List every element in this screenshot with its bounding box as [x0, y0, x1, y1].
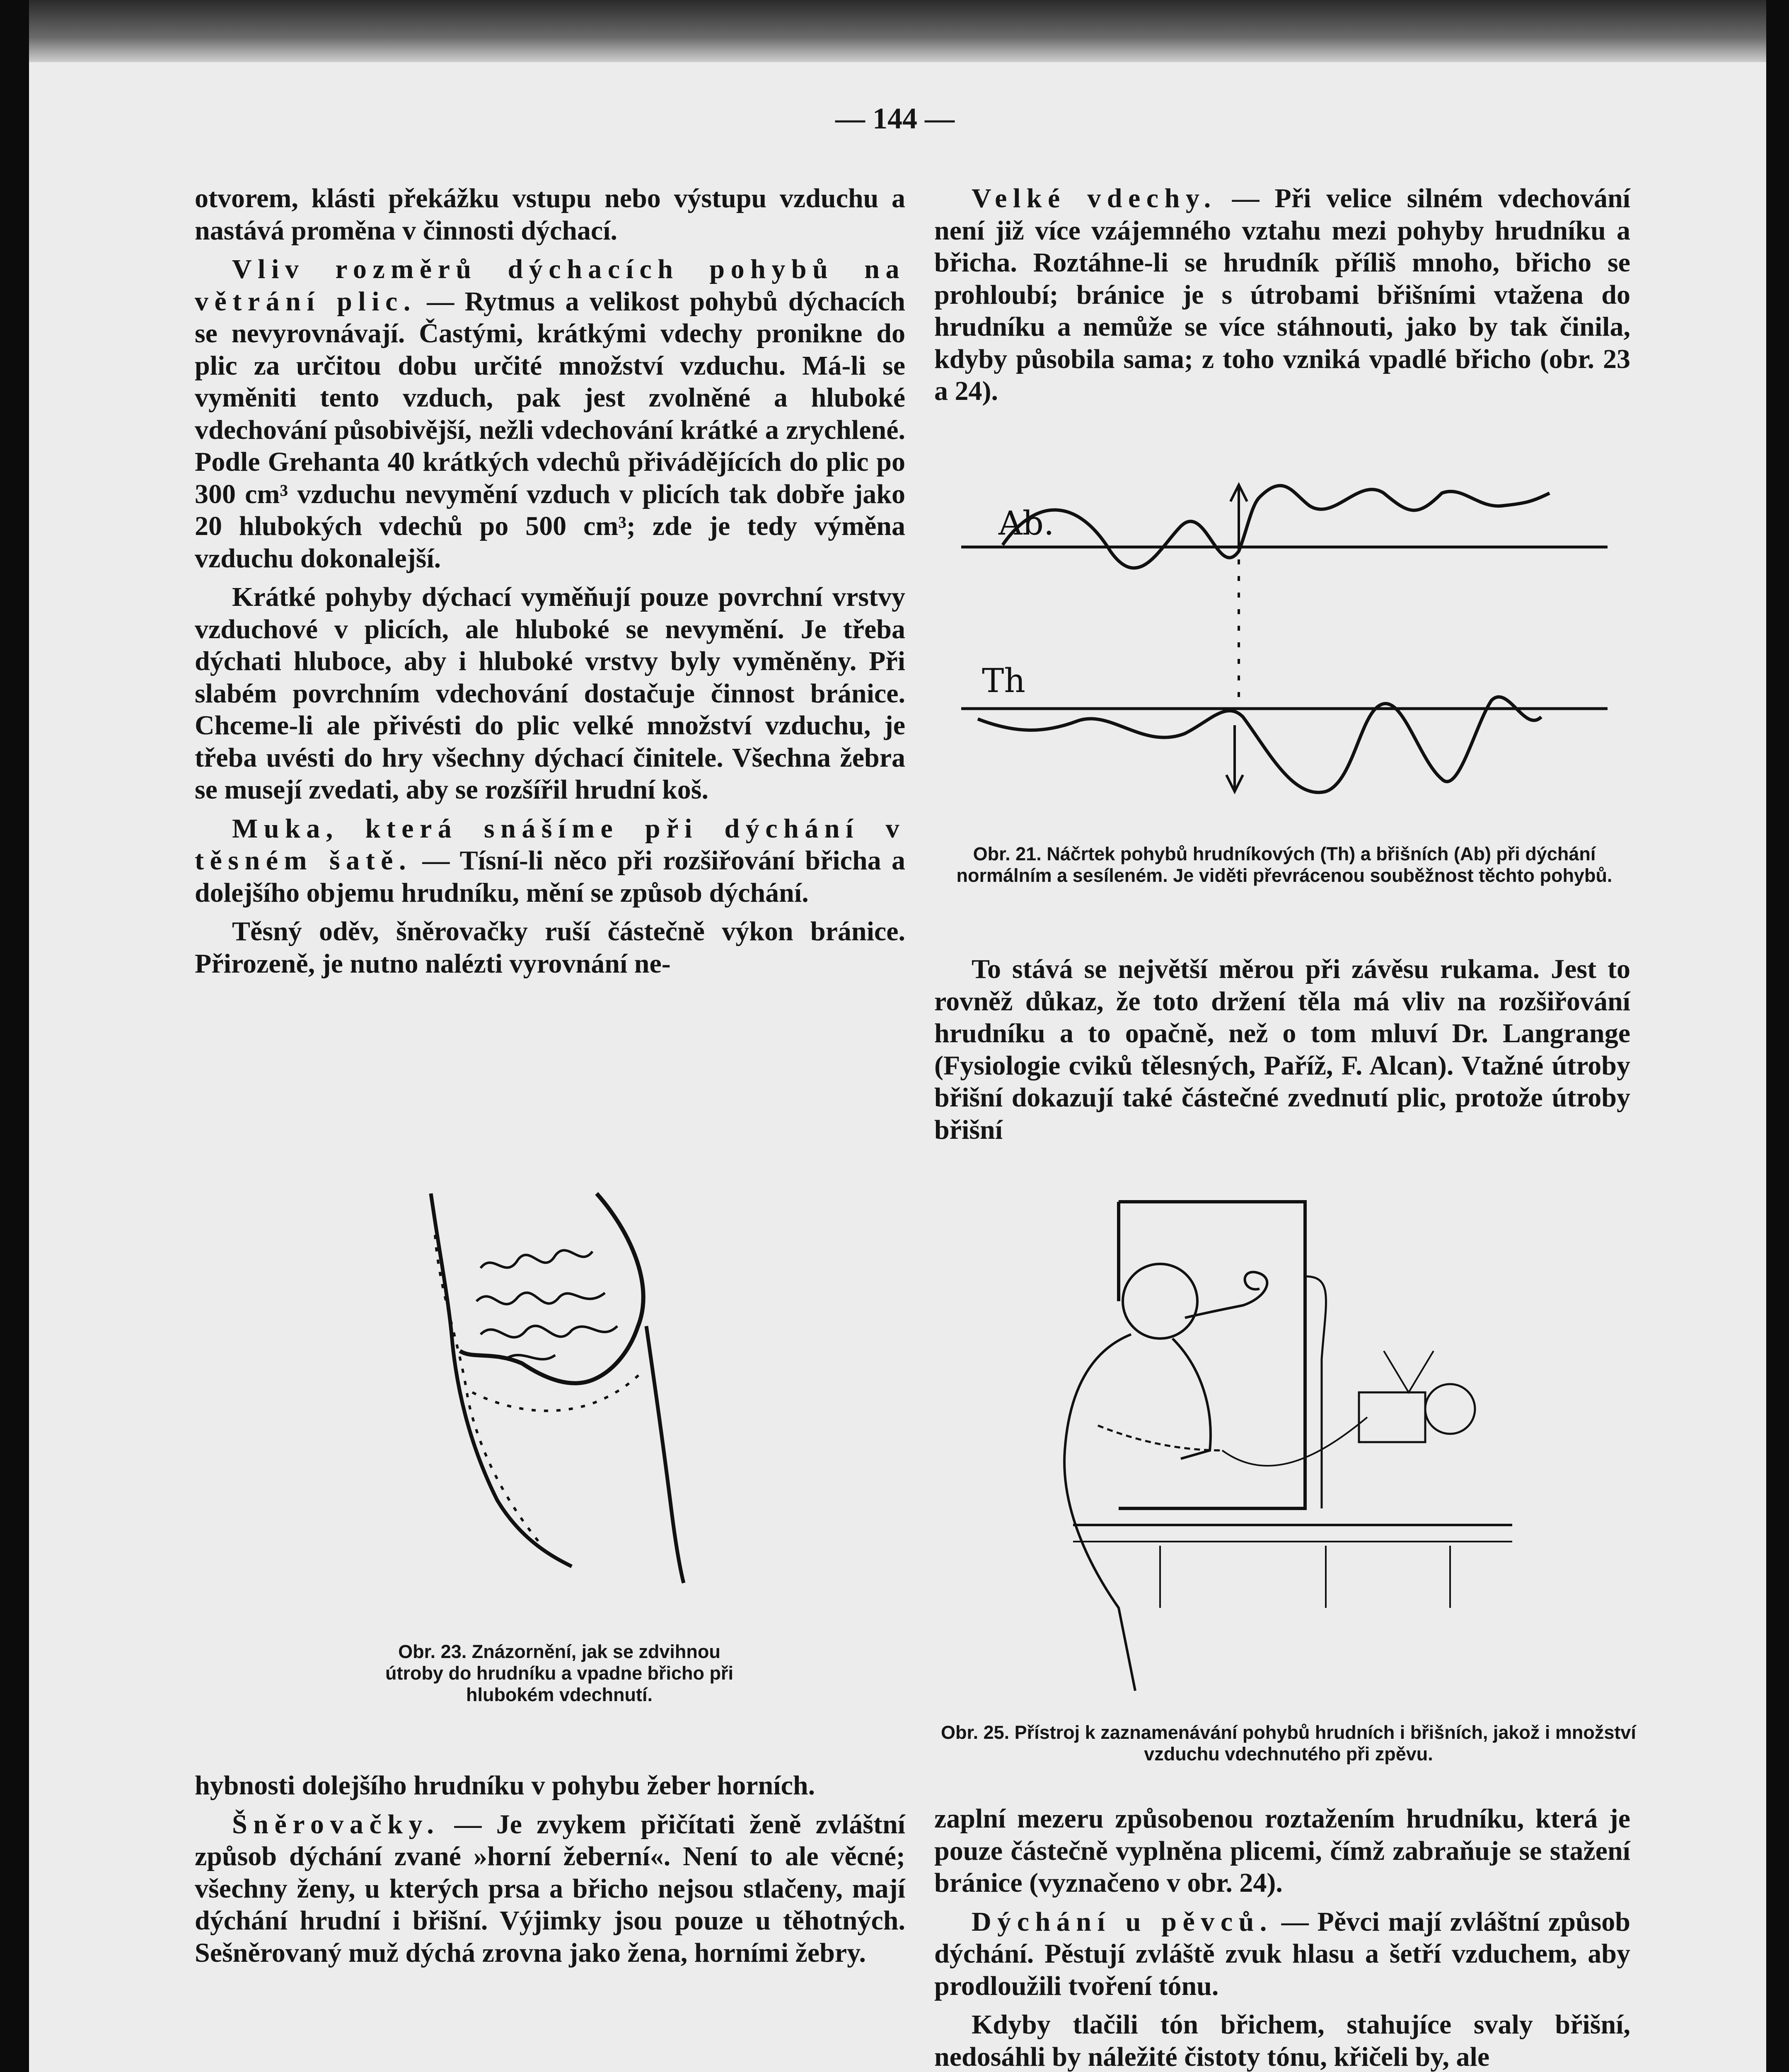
paragraph: To stává se největší měrou při závěsu rukama. Jest to rovněž důkaz, že toto držení těla má vliv na rozšiřování hrudníku a to opačně, než o tom mluví Dr. Langrange (Fysiologie cviků tělesných, Paříž, F. Alcan). Vtažné útroby břišní dokazují také částečné zvednutí plic, protože útroby břišní: [934, 954, 1630, 1145]
gasometer-cylinder: [1119, 1202, 1305, 1508]
figure-25-apparatus: [1036, 1193, 1533, 1716]
figure-25-caption: Obr. 25. Přístroj k zaznamenávání pohybů hrudních i břišních, jakož i množství vzduchu vdechnutého při zpěvu.: [941, 1722, 1636, 1765]
lever-stand: [1384, 1351, 1434, 1392]
singer-head: [1123, 1264, 1197, 1339]
dotted-outline-b: [472, 1372, 642, 1411]
section-heading: Dýchání u pěvců.: [972, 1906, 1273, 1937]
section-heading: Muka, která snášíme při dýchání v těsném šatě.: [195, 813, 905, 876]
paragraph: [934, 1906, 1630, 2002]
figure-21-caption: Obr. 21. Náčrtek pohybů hrudníkových (Th) a břišních (Ab) při dýchání normálním a sesíleném. Je viděti převrácenou souběžnost těchto pohybů.: [956, 843, 1613, 886]
paragraph: [934, 182, 1630, 407]
paragraph: Krátké pohyby dýchací vyměňují pouze povrchní vrstvy vzduchové v plicích, ale hluboké se nevymění. Je třeba dýchati hluboce, aby i hluboké vrstvy byly vyměněny. Při slabém povrchním vdechování dostačuje činnost bránice. Chceme-li ale přivésti do plic velké množství vzduchu, je třeba uvésti do hry všechny dýchací činitele. Všechna žebra se musejí zvedati, aby se rozšířil hrudní koš.: [195, 582, 905, 805]
scan-left-border: [0, 0, 29, 2072]
abdomen-contour: [460, 1193, 643, 1383]
paragraph-text: — Tísní-li něco při rozšiřování břicha a dolejšího objemu hrudníku, mění se způsob dýchání.: [195, 845, 905, 908]
air-tube: [1305, 1276, 1326, 1508]
singer-body: [1064, 1334, 1135, 1691]
paragraph: hybnosti dolejšího hrudníku v pohybu žeber horních.: [195, 1770, 815, 1801]
paragraph-text: — Rytmus a velikost pohybů dýchacích se nevyrovnávají. Častými, krátkými vdechy pronikne do plic za určitou dobu určité množství vzduchu. Má-li se vyměniti tento vzduch, pak jest zvolněné a hluboké vdechování působivější, nežli vdechování krátké a zrychlené. Podle Grehanta 40 krátkých vdechů přivádějících do plic po 300 cm³ vzduchu nevymění vzduch v plicích tak dobře jako 20 hlubokých vdechů po 500 cm³; zde je tedy výměna vzduchu dokonalejší.: [195, 286, 905, 574]
paragraph-text: — Pěvci mají zvláštní způsob dýchání. Pěstují zvláště zvuk hlasu a šetří vzduchem, aby prodloužili tvoření tónu.: [934, 1906, 1630, 2001]
page-number: — 144 —: [835, 102, 955, 135]
paragraph-text: — Je zvykem přičítati ženě zvláštní způsob dýchání zvané »horní žeberní«. Není to ale věcné; všechny ženy, u kterých prsa a břicho nejsou stlačeny, mají dýchání hrudní i břišní. Výjimky jsou pouze u těhotných. Sešněrovaný muž dýchá zrovna jako žena, horními žebry.: [195, 1809, 905, 1968]
paragraph: otvorem, klásti překážku vstupu nebo výstupu vzduchu a nastává proměna v činnosti dýchací.: [195, 183, 905, 246]
section-heading: Šněrovačky.: [232, 1809, 440, 1840]
bottom-right-column: [934, 1803, 1630, 2072]
right-column: [934, 182, 1630, 414]
curve-th: [978, 697, 1541, 792]
recorder-tube: [1222, 1417, 1367, 1466]
paragraph: [195, 253, 905, 574]
label-ab: Ab.: [998, 504, 1054, 542]
figure-23-abdomen-sketch: [398, 1185, 750, 1591]
paragraph: Těsný oděv, šněrovačky ruší částečně výkon bránice. Přirozeně, je nutno nalézti vyrovnání ne-: [195, 916, 905, 979]
intestines: [476, 1250, 617, 1359]
figure-21-breathing-curves: [953, 468, 1616, 833]
label-th: Th: [982, 661, 1025, 700]
curve-ab: [1003, 486, 1550, 568]
paragraph: [195, 1808, 905, 1969]
singer-arm: [1173, 1339, 1211, 1459]
paragraph: zaplní mezeru způsobenou roztažením hrudníku, která je pouze částečně vyplněna plicemi, čímž zabraňuje se stažení bránice (vyznačeno v obr. 24).: [934, 1803, 1630, 1898]
figure-23-caption: Obr. 23. Znázornění, jak se zdvihnou útroby do hrudníku a vpadne břicho při hlubokém vdechnutí.: [385, 1641, 734, 1705]
paragraph: [195, 813, 905, 909]
right-column-continued: [934, 953, 1630, 1152]
section-heading: Velké vdechy.: [972, 183, 1217, 213]
scan-top-border: [0, 0, 1789, 62]
paragraph: Kdyby tlačili tón břichem, stahujíce svaly břišní, nedosáhli by náležité čistoty tónu, křičeli by, ale: [934, 2009, 1630, 2072]
left-column: [195, 182, 905, 986]
section-heading: Vliv rozměrů dýchacích pohybů na větrání plic.: [195, 254, 905, 317]
bottom-left-column: [195, 1769, 905, 1975]
belt-strap: [1098, 1426, 1222, 1450]
paragraph-text: — Při velice silném vdechování není již více vzájemného vztahu mezi pohyby hrudníku a břicha. Roztáhne-li se hrudník příliš mnoho, břicho se prohloubí; bránice je s útrobami břišními vtažena do hrudníku a nemůže se více stáhnouti, jako by tak činila, kdyby působila sama; z toho vzniká vpadlé břicho (obr. 23 a 24).: [934, 183, 1630, 406]
recording-drum: [1359, 1392, 1425, 1442]
dotted-outline-a: [435, 1235, 539, 1542]
drum-wheel: [1425, 1384, 1475, 1434]
scan-right-border: [1766, 0, 1789, 2072]
outline-back: [646, 1326, 684, 1583]
